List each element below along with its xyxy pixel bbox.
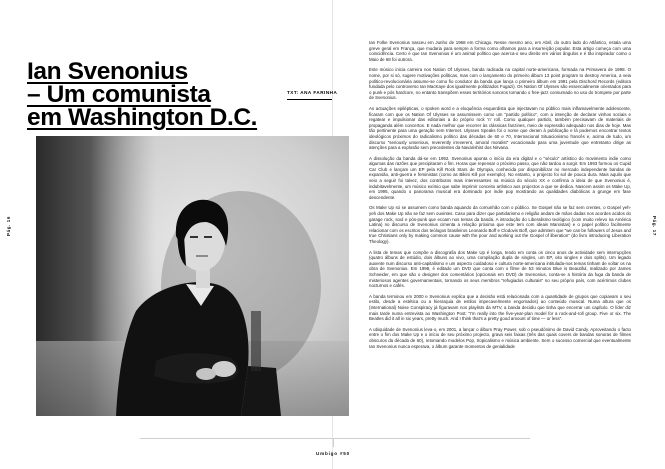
article-headline	[27, 60, 287, 129]
page-number-left: Pág. 16	[6, 216, 11, 236]
body-paragraph: Este músico inicia carreira nos Nation Of Ulysses, banda radicada na capital norte-americana, formada na Primavera de 1988. O nome, por si só, sugere motivações políticas, mas com o lançamento do primeiro álbum 13 point program to destroy America, a veia político-revolucionária assume-se como fio condutor da banda que lança o primeiro álbum em 1991 pela Dischord Records (editora fundada pelo controverso Ian MacKaye dos igualmente politizados Fugazi). Os Nation Of Ulysses são essencialmente orientados para o punk e pós hardcore, no entanto transpõem esses territórios sonoros tornando o free-jazz consumado no uso do trompete por parte de Svenonius.	[369, 67, 631, 101]
footer-rule	[140, 438, 530, 439]
headline-line-2: – Um comunista	[27, 81, 211, 108]
magazine-issue: Umbigo #50	[315, 451, 351, 456]
byline: TXT: ANA FARINHA	[287, 90, 338, 95]
body-paragraph: Ian Folke Svenonius nasceu em Junho de 1968 em Chicago. Nesse mesmo ano, em Abril, do outro lado do Atlântico, estala uma greve geral em França, que mudaria para sempre a forma como olhamos para a insurreição popular. Esta artigo começa com uma coincidência. Certo é que Ian Svenonius é um animal político que acerca-o seu direito em vários ângulos e é tão inspirador como o Maio de 68 foi outrora.	[369, 40, 631, 62]
portrait-photo-icon	[36, 136, 349, 416]
article-body	[369, 40, 631, 354]
body-paragraph: Os Make Up só se assumem como banda aquando da comunhão com o público. Se Gospel não se faz sem crentes, o Gospel yeh-yeh dos Make Up não se faz sem ouvintes. Caso para dizer que partidarismo e religião andam de mãos dadas nos acordes acidos do garage rock, soul e pós-punk que ecoam nos temas da banda. A introdução do Liberalismo teológico (com muito relevo na América Latina) no discurso de Svenonius cimenta a relação próxima que este tem com ideais Marxistas) e o papel político facilmente relacionar com os escritos dos teólogos brasileiros Leonardo Boff e Clodovis Boff, que admitem que "we can be followers of Jesus and true Christians only by making common cause with the poor and working out the Gospel of liberation" (do livro introducing Liberation Theology).	[369, 205, 631, 244]
body-paragraph: A lista de temas que compõe a discografia dos Make Up é longa, tendo em conta os cinco anos de actividade sem interrupções (quatro álbuns de estúdio, dois álbuns ao vivo, uma compilação dupla de singles, um EP, oito singles e dois splits). Um legado auxente num discurso anti-capitalismo e um aspecto cuidadoso e cultura norte-americana intitulada-nos temas tinham de voltar os na obra de Svenonius. Em 1998, é editado um DVD que conta com o filme de 53 minutos Blue is Beautiful, realizado por James Schneider, em que são o designer dos comentários (opcionais em DVD) de Svenonius, conta-se a história da fuga da banda de misteriosos agentes governamentais, tornando os seus membros "refugiados culturais" no seu próprio país, com acérrimos clubes nocturnos e cafés.	[369, 249, 631, 289]
body-paragraph: As actuações epilépticas, o spoken word e a eloquência esquerdista que injectavam no público mais inflamavelmente adolescente, ficaram com que os Nation Of Ulysses se assumissem como um "partido político", com a intenção de declarar vinhos sociais e regatear e impulsionar das editoriais a do próprio rock 'n' roll. Como qualquer partido, também precisavam de materiais de propaganda além concertos. E nada melhor que recorrer às clássicas fanzines, meio de expressão adequado nos dias de hoje. Mas tão pertinente para uma geração sem Internet. Ulysses Speaks foi o nome que deram à publicação e lá podemos encontrar textos ideológicos próximos do radicalismo político das décadas de 60 e 70, Internacional Situacionismo francês e, acima de tudo, um discurso "seriously unserious, reverently irreverent, amoral moralist" vocacionado para uma juventude que entretanto dirige as atenções para a explosão sem precedentes da Navarishist dos Nirvana.	[369, 105, 631, 151]
body-paragraph: A ubiquidade de Svenonius leva-o, em 2001, a lançar o álbum Pray Power, sob o pseudónimo de David Candy. Aproveitando o facto entre o fim dos Make Up e o início de seu próximo projecto, grava seis faixas (três das quais covers de bandas sonoras de filmes obscuros da década de 60), retomando modelos Pop, tropicalismo e música ambiente. Sem o sucesso comercial que eventualmente Ian Svenonius nunca esperava, o álbum garante momentos de genialidade	[369, 326, 631, 349]
byline-rule	[287, 99, 332, 100]
page-number-right: Pág. 17	[652, 216, 657, 236]
headline-line-3: em Washington D.C.	[27, 104, 258, 131]
footer-tick	[333, 438, 334, 447]
headline-line-1: Ian Svenonius	[27, 58, 188, 85]
body-paragraph: A banda terminou em 2000 e Svenonius explica que a decisão está relacionada com a quantidade de grupos que copiavam o seu estilo, desde a estética ou a hierarquia de estilos impecavelmente engomados) ao conteúdo musical. Numa altura que os (International) Noise Conspiracy já figuravam nos playlists da MTV, a banda decidiu que tinha que encerrar um capítulo. O líder diz mais tarde numa entrevista ao Washington Post: "I'm really into the five-year-plan model for a rock-and-roll group. Five or six. The Beatles did it all in six years, pretty much. And I think that's a pretty good amount of time — or less".	[369, 293, 631, 322]
body-paragraph: A dissolução da banda dá-se em 1992. Svenonius aponta o início da era digital e o "século" artístico do movimento indie como algumas das razões que precipitaram o fim. Horas que repensar o próximo passo, que não tardou a surgir. Em 1993 formou os Cupid Car Club e lançam um EP pela Kill Rock Stars de Olympia, conhecida por disponibilizar no mercado independente bandas de expansão, anti-guerra e feministas (como as Bikini Kill por exemplo). No entanto, o projecto foi sol de pouca dura. Mais aquilo que veio a seguir foi talvez, dos contributos mais interessantes na música do século XX e confirma a ideia de que Svenonius é, indubitavelmente, um músico exímio que sabe imprimir conceito artístico aos projectos a que se dedica. Nascem assim os Make Up, em 1995, quando o panorama musical era dominado por indie pop mostrando as qualidades diabólicas a grunge em fase descendente.	[369, 155, 631, 200]
